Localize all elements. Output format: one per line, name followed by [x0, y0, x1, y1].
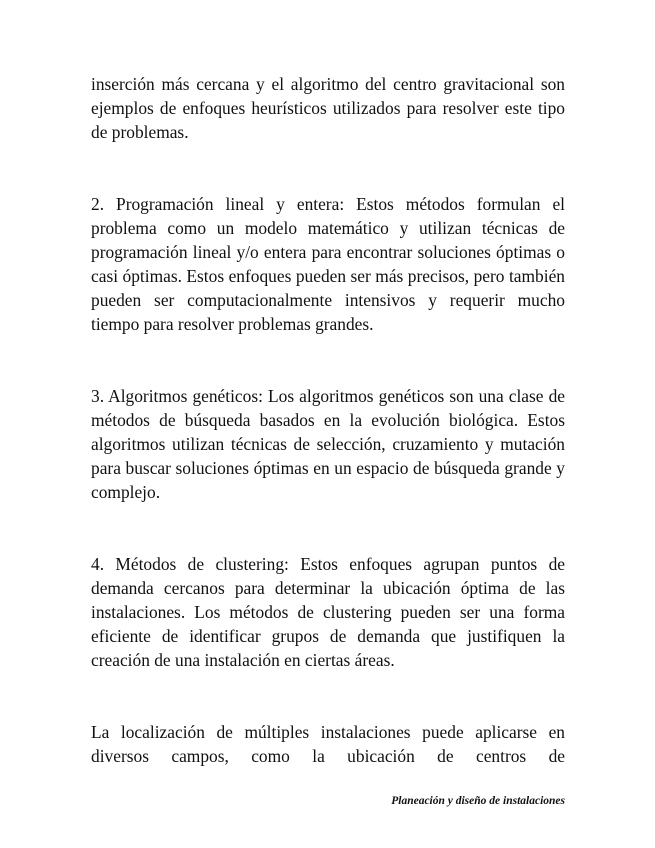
page-body: [91, 72, 565, 816]
page-footer-running-title: Planeación y diseño de instalaciones: [391, 795, 565, 807]
paragraph-multiple-facility-location: La localización de múltiples instalaciones puede aplicarse en diversos campos, como la ubicación de centros de: [91, 722, 565, 766]
paragraph-genetic-algorithms: 3. Algoritmos genéticos: Los algoritmos genéticos son una clase de métodos de búsqueda basados en la evolución biológica. Estos algoritmos utilizan técnicas de selección, cruzamiento y mutación para buscar soluciones óptimas en un espacio de búsqueda grande y complejo.: [91, 386, 565, 502]
paragraph-heuristics-continuation: inserción más cercana y el algoritmo del centro gravitacional son ejemplos de enfoques heurísticos utilizados para resolver este tipo de problemas.: [91, 74, 565, 142]
paragraph-linear-integer-programming: 2. Programación lineal y entera: Estos métodos formulan el problema como un modelo matemático y utilizan técnicas de programación lineal y/o entera para encontrar soluciones óptimas o casi óptimas. Estos enfoques pueden ser más precisos, pero también pueden ser computacionalmente intensivos y requerir mucho tiempo para resolver problemas grandes.: [91, 194, 565, 334]
paragraph-clustering-methods: 4. Métodos de clustering: Estos enfoques agrupan puntos de demanda cercanos para determinar la ubicación óptima de las instalaciones. Los métodos de clustering pueden ser una forma eficiente de identificar grupos de demanda que justifiquen la creación de una instalación en ciertas áreas.: [91, 554, 565, 670]
